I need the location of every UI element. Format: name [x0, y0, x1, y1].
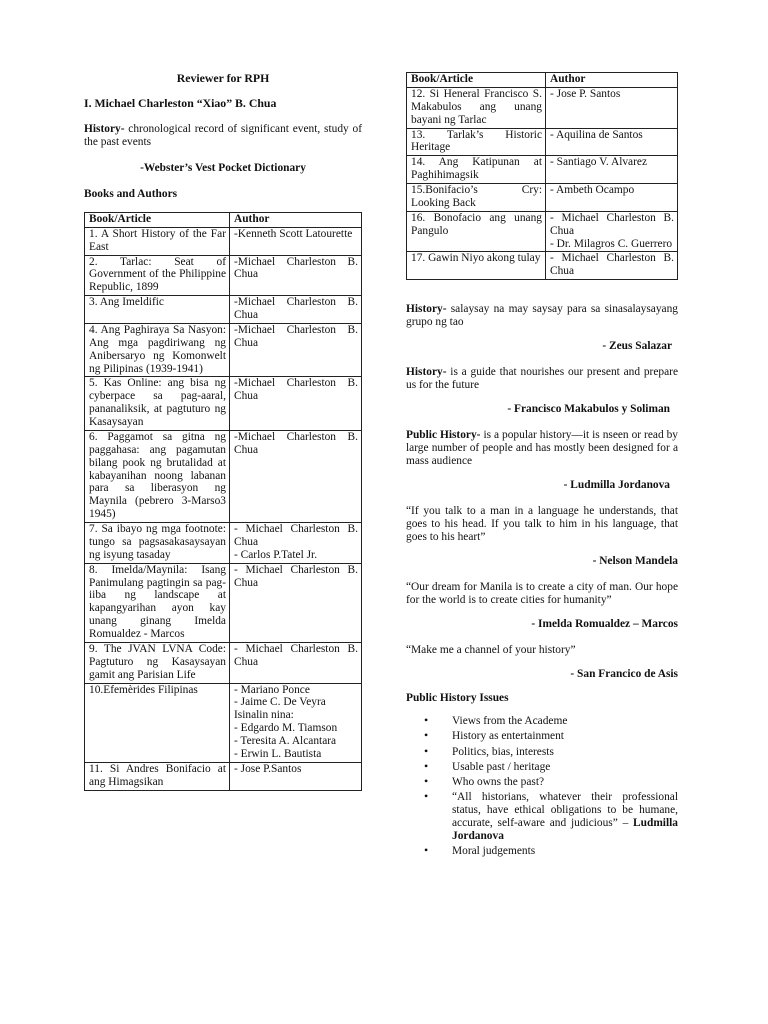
issue-attribution: Ludmilla Jordanova [452, 817, 678, 843]
quote-paragraph [406, 366, 678, 392]
list-item [406, 715, 678, 728]
list-item [406, 761, 678, 774]
table-row [85, 762, 362, 790]
books-table-left [84, 212, 362, 791]
quote-attribution: - Nelson Mandela [592, 555, 678, 568]
table-row [85, 323, 362, 377]
issue-text: Who owns the past? [452, 775, 545, 788]
table-header-row [85, 212, 362, 227]
definition-paragraph [84, 123, 362, 149]
quote-paragraph [406, 505, 678, 544]
right-column [406, 0, 678, 860]
issues-heading: Public History Issues [406, 692, 509, 705]
author-cell: -Michael Charleston B. Chua [230, 255, 362, 296]
author-cell: - Ambeth Ocampo [546, 184, 678, 212]
table-row [85, 255, 362, 296]
issue-text: Usable past / heritage [452, 760, 551, 773]
quote-attribution: - Zeus Salazar [602, 340, 672, 353]
author-cell: -Kenneth Scott Latourette [230, 227, 362, 255]
table-row [407, 252, 678, 280]
table-header-row [407, 73, 678, 88]
issue-text: History as entertainment [452, 730, 564, 743]
author-cell: -Michael Charleston B. Chua [230, 377, 362, 431]
quote-text: is a guide that nourishes our present and prepare us for the future [406, 366, 678, 392]
list-item [406, 746, 678, 759]
list-item [406, 791, 678, 843]
author-cell: - Michael Charleston B. Chua - Carlos P.Tatel Jr. [230, 523, 362, 564]
issues-list [406, 715, 678, 858]
quote-attribution: - Imelda Romualdez – Marcos [531, 618, 678, 631]
author-cell: - Michael Charleston B. Chua [230, 642, 362, 683]
quotes-section [406, 303, 678, 681]
table-row [407, 156, 678, 184]
books-table-right [406, 72, 678, 280]
table-row [85, 523, 362, 564]
document-title: Reviewer for RPH [176, 71, 270, 85]
book-title-cell: 11. Si Andres Bonifacio at ang Himagsikan [85, 762, 230, 790]
issue-text: Politics, bias, interests [452, 745, 554, 758]
header-author: Author [546, 73, 678, 88]
quote-text: “Our dream for Manila is to create a city of man. Our hope for the world is to create cities for humanity” [406, 581, 678, 607]
quote-term: Public History- [406, 429, 481, 442]
book-title-cell: 13. Tarlak’s Historic Heritage [407, 128, 546, 156]
quote-paragraph [406, 429, 678, 468]
book-title-cell: 8. Imelda/Maynila: Isang Panimulang pagtingin sa pag-iiba ng landscape at kapangyarihan ayon kay unang ginang Imelda Romualdez - Marcos [85, 563, 230, 642]
list-item [406, 730, 678, 743]
quote-attribution: - San Francico de Asis [570, 668, 678, 681]
issue-text: Moral judgements [452, 845, 536, 858]
table-row [407, 211, 678, 252]
issue-text: “All historians, whatever their professional status, have ethical obligations to be humane, accurate, self-aware and judicious” – [452, 791, 678, 830]
book-title-cell: 4. Ang Paghiraya Sa Nasyon: Ang mga pagdiriwang ng Anibersaryo ng Komonwelt ng Pilipinas (1939-1941) [85, 323, 230, 377]
author-cell: - Santiago V. Alvarez [546, 156, 678, 184]
quote-attribution: - Ludmilla Jordanova [563, 479, 670, 492]
book-title-cell: 6. Paggamot sa gitna ng paggahasa: ang pagamutan bilang pook ng brutalidad at kabayanihan noong labanan para sa liberasyon ng Maynila (pebrero 3-Marso3 1945) [85, 430, 230, 522]
quote-term: History- [406, 303, 447, 316]
issue-text: Views from the Academe [452, 715, 568, 728]
quote-paragraph [406, 644, 678, 657]
list-item [406, 845, 678, 858]
table-row [85, 563, 362, 642]
definition-text: chronological record of significant event, study of the past events [84, 122, 362, 148]
left-column [84, 0, 362, 791]
table-row [85, 377, 362, 431]
header-book: Book/Article [407, 73, 546, 88]
author-cell: - Michael Charleston B. Chua [230, 563, 362, 642]
book-title-cell: 17. Gawin Niyo akong tulay [407, 252, 546, 280]
header-book: Book/Article [85, 212, 230, 227]
table-row [85, 296, 362, 324]
book-title-cell: 14. Ang Katipunan at Paghihimagsik [407, 156, 546, 184]
book-title-cell: 10.Efemèrides Filipinas [85, 683, 230, 762]
quote-text: salaysay na may saysay para sa sinasalaysayang grupo ng tao [406, 303, 678, 329]
author-cell: -Michael Charleston B. Chua [230, 296, 362, 324]
books-heading: Books and Authors [84, 187, 178, 200]
table-row [407, 184, 678, 212]
book-title-cell: 12. Si Heneral Francisco S. Makabulos ang unang bayani ng Tarlac [407, 87, 546, 128]
quote-text: “Make me a channel of your history” [406, 644, 576, 657]
quote-term: History- [406, 366, 447, 379]
header-author: Author [230, 212, 362, 227]
book-title-cell: 7. Sa ibayo ng mga footnote: tungo sa pagsasakasaysayan ng isyung tasaday [85, 523, 230, 564]
quote-paragraph [406, 303, 678, 329]
author-cell: -Michael Charleston B. Chua [230, 430, 362, 522]
book-title-cell: 1. A Short History of the Far East [85, 227, 230, 255]
author-cell: - Jose P.Santos [230, 762, 362, 790]
table-row [85, 227, 362, 255]
author-cell: - Aquilina de Santos [546, 128, 678, 156]
quote-attribution: - Francisco Makabulos y Soliman [507, 403, 670, 416]
table-row [85, 683, 362, 762]
author-cell: - Mariano Ponce - Jaime C. De Veyra Isinalin nina: - Edgardo M. Tiamson - Teresita A. Alcantara - Erwin L. Bautista [230, 683, 362, 762]
definition-term: History- [84, 122, 125, 135]
book-title-cell: 15.Bonifacio’s Cry: Looking Back [407, 184, 546, 212]
table-row [85, 642, 362, 683]
quote-text: “If you talk to a man in a language he understands, that goes to his head. If you talk to him in his language, that goes to his heart” [406, 505, 678, 544]
book-title-cell: 9. The JVAN LVNA Code: Pagtuturo ng Kasaysayan gamit ang Parisian Life [85, 642, 230, 683]
list-item [406, 776, 678, 789]
table-row [407, 87, 678, 128]
author-cell: - Michael Charleston B. Chua [546, 252, 678, 280]
table-row [85, 430, 362, 522]
author-cell: - Jose P. Santos [546, 87, 678, 128]
definition-source: -Webster’s Vest Pocket Dictionary [140, 161, 306, 174]
section-heading: I. Michael Charleston “Xiao” B. Chua [84, 96, 277, 111]
author-cell: -Michael Charleston B. Chua [230, 323, 362, 377]
quote-paragraph [406, 581, 678, 607]
book-title-cell: 3. Ang Imeldific [85, 296, 230, 324]
book-title-cell: 2. Tarlac: Seat of Government of the Philippine Republic, 1899 [85, 255, 230, 296]
author-cell: - Michael Charleston B. Chua - Dr. Milagros C. Guerrero [546, 211, 678, 252]
book-title-cell: 16. Bonofacio ang unang Pangulo [407, 211, 546, 252]
book-title-cell: 5. Kas Online: ang bisa ng cyberpace sa pag-aaral, pananaliksik, at pagtuturo ng Kasaysayan [85, 377, 230, 431]
table-row [407, 128, 678, 156]
quote-text: is a popular history—it is nseen or read by large number of people and has mostly been designed for a mass audience [406, 429, 679, 468]
